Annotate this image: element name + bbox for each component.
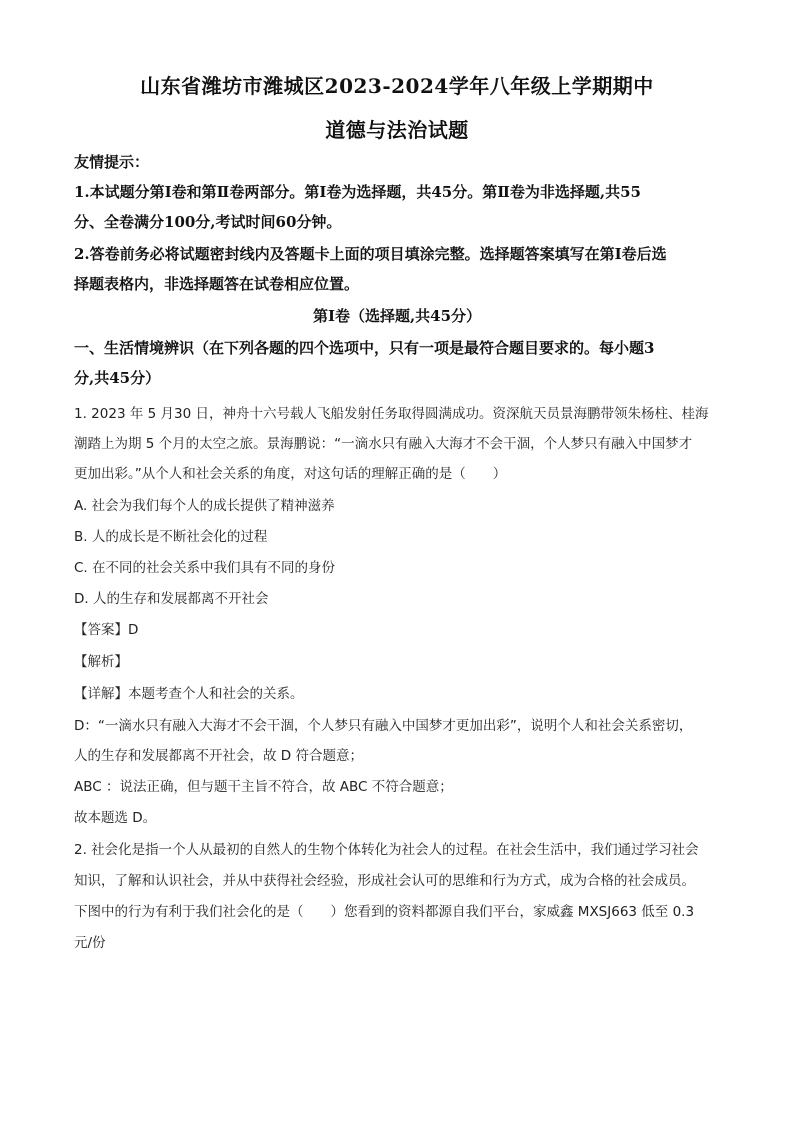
section-heading-line-1: 一、生活情境辨识（在下列各题的四个选项中，只有一项是最符合题目要求的。每小题3 — [74, 339, 655, 357]
question-2-line-3: 下图中的行为有利于我们社会化的是（ ）您看到的资料都源自我们平台，家威鑫 MXSJ663 低至 0.3 — [74, 904, 695, 920]
section-heading-line-2: 分,共45分） — [74, 369, 161, 387]
question-1-line-3: 更加出彩。”从个人和社会关系的角度，对这句话的理解正确的是（ ） — [74, 466, 507, 482]
option-c: C. 在不同的社会关系中我们具有不同的身份 — [74, 560, 336, 576]
reminder-label: 友情提示： — [74, 153, 150, 171]
page-title: 山东省潍坊市潍城区2023-2024学年八年级上学期期中 — [140, 74, 654, 98]
question-2-line-2: 知识，了解和认识社会，并从中获得社会经验，形成社会认可的思维和行为方式，成为合格的社会成员。 — [74, 873, 695, 889]
explanation-line-3: ABC ：说法正确，但与题干主旨不符合，故 ABC 不符合题意； — [74, 779, 453, 795]
option-d: D. 人的生存和发展都离不开社会 — [74, 591, 269, 607]
answer-line — [74, 618, 138, 638]
notice-1-line-1: 1.本试题分第Ⅰ卷和第Ⅱ卷两部分。第Ⅰ卷为选择题，共45分。第Ⅱ卷为非选择题,共55 — [74, 183, 641, 201]
notice-1-line-2: 分、全卷满分100分,考试时间60分钟。 — [74, 213, 342, 231]
volume-title: 第Ⅰ卷（选择题,共45分） — [312, 307, 482, 325]
detail-line — [74, 682, 304, 702]
notice-2-line-1: 2.答卷前务必将试题密封线内及答题卡上面的项目填涂完整。选择题答案填写在第Ⅰ卷后选 — [74, 245, 667, 263]
explanation-line-2: 人的生存和发展都离不开社会，故 D 符合题意； — [74, 748, 363, 764]
answer-value: D — [128, 622, 139, 638]
question-2-line-4: 元/份 — [74, 935, 106, 951]
detail-label: 【详解】 — [74, 686, 128, 702]
detail-text: 本题考查个人和社会的关系。 — [128, 686, 304, 702]
question-1-line-2: 潮踏上为期 5 个月的太空之旅。景海鹏说：“一滴水只有融入大海才不会干涸，个人梦只有融入中国梦才 — [74, 436, 693, 452]
question-2-line-1: 2. 社会化是指一个人从最初的自然人的生物个体转化为社会人的过程。在社会生活中，我们通过学习社会 — [74, 842, 699, 858]
notice-2-line-2: 择题表格内，非选择题答在试卷相应位置。 — [74, 275, 360, 293]
answer-label: 【答案】 — [74, 622, 128, 638]
option-b: B. 人的成长是不断社会化的过程 — [74, 529, 268, 545]
option-a: A. 社会为我们每个人的成长提供了精神滋养 — [74, 498, 335, 514]
explanation-line-4: 故本题选 D。 — [74, 810, 157, 826]
question-1-line-1: 1. 2023 年 5 月30 日，神舟十六号载人飞船发射任务取得圆满成功。资深航天员景海鹏带领朱杨柱、桂海 — [74, 406, 709, 422]
page-subtitle: 道德与法治试题 — [325, 118, 469, 142]
analysis-label: 【解析】 — [74, 654, 128, 670]
explanation-line-1: D：“一滴水只有融入大海才不会干涸，个人梦只有融入中国梦才更加出彩”，说明个人和社会关系密切， — [74, 718, 693, 734]
